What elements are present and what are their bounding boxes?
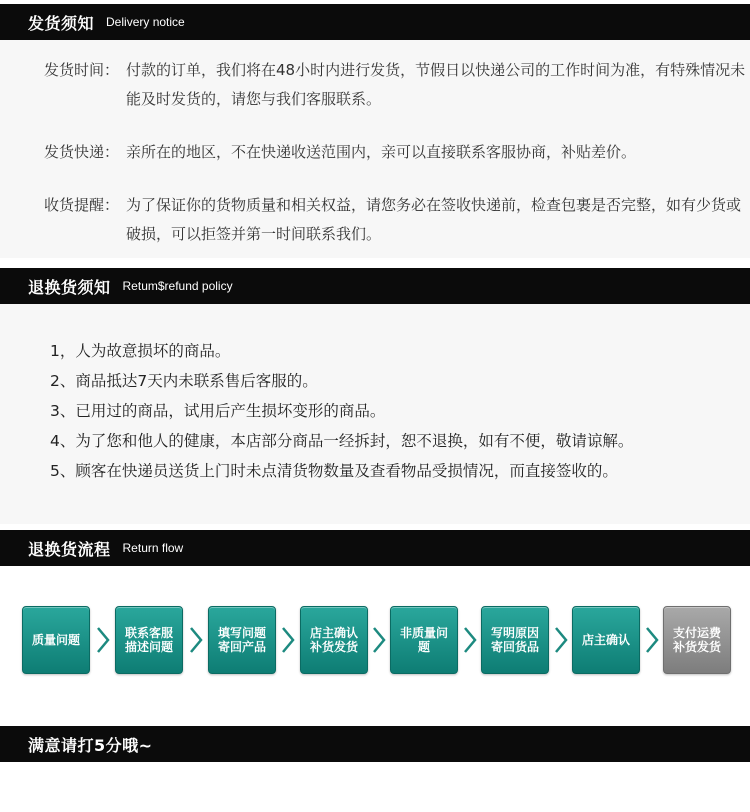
rating-panel <box>0 762 750 812</box>
flow-step: 支付运费补货发货 <box>663 606 731 674</box>
delivery-row-text: 付款的订单，我们将在48小时内进行发货，节假日以快递公司的工作时间为准，有特殊情况未能及时发货的，请您与我们客服联系。 <box>126 61 746 108</box>
flow-step: 填写问题寄回产品 <box>208 606 276 674</box>
return-flow-steps <box>0 596 750 682</box>
chevron-right-icon <box>462 626 478 654</box>
flow-step: 联系客服描述问题 <box>115 606 183 674</box>
delivery-title-cn: 发货须知 <box>28 13 95 33</box>
rating-title: 满意请打5分哦~ <box>28 735 153 755</box>
chevron-right-icon <box>553 626 569 654</box>
refund-policy-header <box>0 268 750 304</box>
refund-title-en: Retum$refund policy <box>122 279 233 293</box>
flow-step: 店主确认补货发货 <box>300 606 368 674</box>
refund-policy-list <box>50 336 633 486</box>
chevron-right-icon <box>95 626 111 654</box>
chevron-right-icon <box>188 626 204 654</box>
flow-title-en: Return flow <box>122 541 184 555</box>
list-item: 1，人为故意损坏的商品。 <box>50 342 231 360</box>
list-item: 5、顾客在快递员送货上门时未点清货物数量及查看物品受损情况，而直接签收的。 <box>50 462 618 480</box>
delivery-row-text: 亲所在的地区，不在快递收送范围内，亲可以直接联系客服协商，补贴差价。 <box>126 143 637 161</box>
flow-step: 写明原因寄回货品 <box>481 606 549 674</box>
delivery-title-en: Delivery notice <box>106 15 185 29</box>
list-item: 3、已用过的商品，试用后产生损坏变形的商品。 <box>50 402 386 420</box>
delivery-notice-header <box>0 4 750 40</box>
delivery-row-label: 发货时间： <box>44 61 120 79</box>
chevron-right-icon <box>371 626 387 654</box>
chevron-right-icon <box>644 626 660 654</box>
delivery-row-text: 为了保证你的货物质量和相关权益，请您务必在签收快递前，检查包裹是否完整，如有少货或破损，可以拒签并第一时间联系我们。 <box>126 196 742 243</box>
return-flow-header <box>0 530 750 566</box>
flow-title-cn: 退换货流程 <box>28 539 111 559</box>
flow-step: 质量问题 <box>22 606 90 674</box>
refund-title-cn: 退换货须知 <box>28 277 111 297</box>
delivery-row-label: 收货提醒： <box>44 196 120 214</box>
delivery-row-label: 发货快递： <box>44 143 120 161</box>
flow-step: 店主确认 <box>572 606 640 674</box>
delivery-notice-panel <box>0 40 750 258</box>
flow-step: 非质量问题 <box>390 606 458 674</box>
chevron-right-icon <box>280 626 296 654</box>
list-item: 4、为了您和他人的健康，本店部分商品一经拆封，恕不退换，如有不便，敬请谅解。 <box>50 432 634 450</box>
list-item: 2、商品抵达7天内未联系售后客服的。 <box>50 372 318 390</box>
rating-header <box>0 726 750 762</box>
